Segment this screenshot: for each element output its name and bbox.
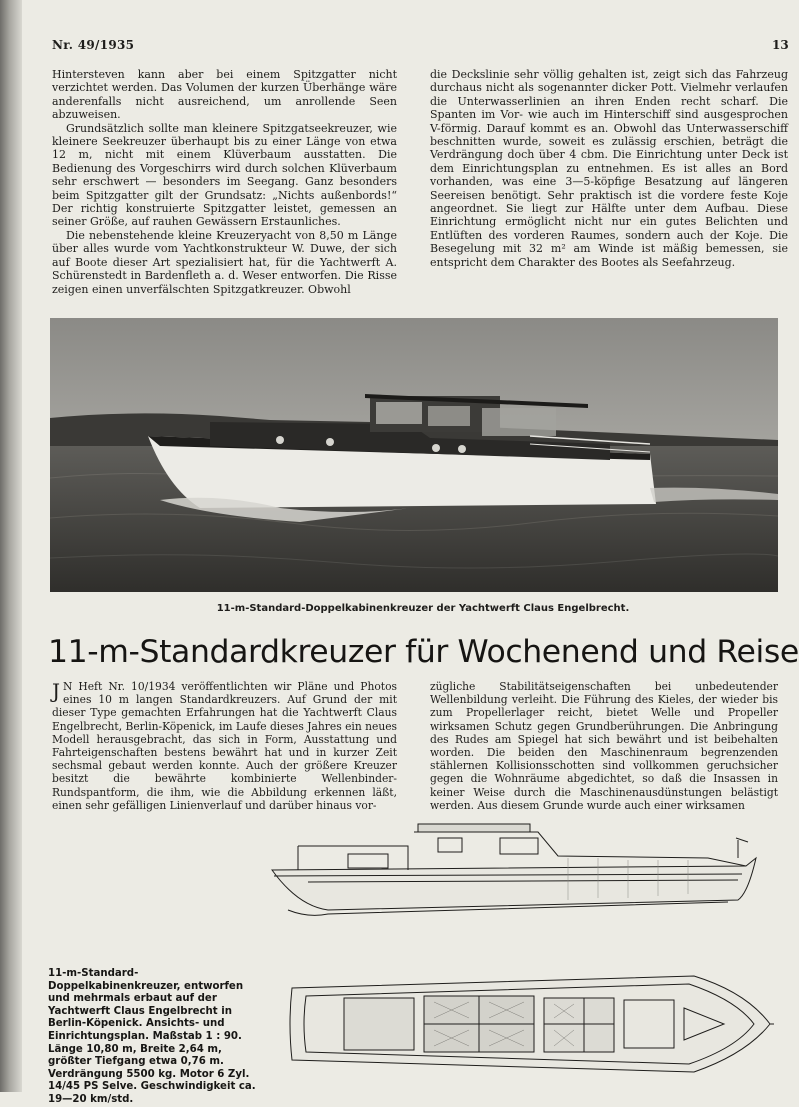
article2-left-column xyxy=(52,680,397,812)
binding-gutter xyxy=(0,0,22,1092)
side-elevation-drawing xyxy=(268,818,768,928)
paragraph: Hintersteven kann aber bei einem Spitzgatter nicht verzichtet werden. Das Volumen der kurzen Überhänge wäre anderenfalls nicht ausreichend, um anrollende Seen abzuweisen. xyxy=(52,68,397,122)
article1-right-column xyxy=(430,68,788,269)
cruiser-photo xyxy=(50,318,778,592)
paragraph: zügliche Stabilitätseigenschaften bei unbedeutender Wellenbildung verleiht. Die Führung des Kieles, der wieder bis zum Propellerlager reicht, bietet Welle und Propeller wirksamen Schutz gegen Grundberührungen. Die Anbringung des Rudes am Spiegel hat sich bewährt und ist beibehalten worden. Die beiden den Maschinenraum begrenzenden stählernen Kollisionsschotten sind vollkommen geruchsicher gegen die Wohnräume abgedichtet, so daß die Insassen in keiner Weise durch die Maschinenausdünstungen belästigt werden. Aus diesem Grunde wurde auch einer wirksamen xyxy=(430,680,778,812)
issue-number: Nr. 49/1935 xyxy=(52,38,135,52)
article1-left-column xyxy=(52,68,397,296)
paragraph xyxy=(52,680,397,812)
article2-right-column xyxy=(430,680,778,812)
paragraph: Grundsätzlich sollte man kleinere Spitzgatseekreuzer, wie kleinere Seekreuzer überhaupt bis zu einer Länge von etwa 12 m, nicht mit einem Klüverbaum ausstatten. Die Bedienung des Vorgeschirrs wird durch solchen Klüverbaum sehr erschwert — besonders im Seegang. Ganz besonders beim Spitzgatter gilt der Grundsatz: „Nichts außenbords!“ Der richtig konstruierte Spitzgatter leistet, gemessen an seiner Größe, auf rauhen Gewässern Erstaunliches. xyxy=(52,121,397,229)
motor-cruiser-photo-illustration xyxy=(50,318,778,592)
article-headline: 11-m-Standardkreuzer für Wochenend und Reise xyxy=(48,634,799,670)
page-number: 13 xyxy=(772,38,789,52)
deck-plan-drawing xyxy=(284,968,774,1080)
photo-caption: 11-m-Standard-Doppelkabinenkreuzer der Yachtwerft Claus Engelbrecht. xyxy=(216,603,630,614)
plan-caption: 11-m-Standard-Doppelkabinenkreuzer, entworfen und mehrmals erbaut auf der Yachtwerft Claus Engelbrecht in Berlin-Köpenick. Ansichts- und Einrichtungsplan. Maßstab 1 : 90. Länge 10,80 m, Breite 2,64 m, größter Tiefgang etwa 0,76 m. Verdrängung 5500 kg. Motor 6 Zyl. 14/45 PS Selve. Geschwindigkeit ca. 19—20 km/std. xyxy=(48,968,256,1105)
dropcap: J xyxy=(52,679,61,703)
paragraph: Die nebenstehende kleine Kreuzeryacht von 8,50 m Länge über alles wurde vom Yachtkonstrukteur W. Duwe, der sich auf Boote dieser Art spezialisiert hat, für die Yachtwerft A. Schürenstedt in Bardenfleth a. d. Weser entworfen. Die Risse zeigen einen unverfälschten Spitzgatkreuzer. Obwohl xyxy=(52,228,397,296)
paragraph-text: N Heft Nr. 10/1934 veröffentlichten wir Pläne und Photos eines 10 m langen Standardkreuzers. Auf Grund der mit dieser Type gemachten Erfahrungen hat die Yachtwerft Claus Engelbrecht, Berlin-Köpenick, im Laufe dieses Jahres ein neues Modell herausgebracht, das sich in Form, Ausstattung und Fahrteigenschaften bestens bewährt hat und in kurzer Zeit sechsmal gebaut werden konnte. Auch der größere Kreuzer besitzt die bewährte kombinierte Wellenbinder-Rundspantform, die ihm, wie die Abbildung erkennen läßt, einen sehr gefälligen Linienverlauf und darüber hinaus vor- xyxy=(52,680,398,812)
paragraph: die Deckslinie sehr völlig gehalten ist, zeigt sich das Fahrzeug durchaus nicht als sogenannter dicker Pott. Vielmehr verlaufen die Unterwasserlinien an ihren Enden recht scharf. Die Spanten im Vor- wie auch im Hinterschiff sind ausgesprochen V-förmig. Darauf kommt es an. Obwohl das Unterwasserschiff beschnitten wurde, soweit es zulässig erschien, beträgt die Verdrängung doch über 4 cbm. Die Einrichtung unter Deck ist dem Einrichtungsplan zu entnehmen. Es ist alles an Bord vorhanden, was eine 3—5-köpfige Besatzung auf längeren Seereisen benötigt. Sehr praktisch ist die vordere feste Koje angeordnet. Sie liegt zur Hälfte unter dem Aufbau. Diese Einrichtung ermöglicht nicht nur ein gutes Belichten und Entlüften des vorderen Raumes, sondern auch der Koje. Die Besegelung mit 32 m² am Winde ist mäßig bemessen, sie entspricht dem Charakter des Bootes als Seefahrzeug. xyxy=(430,68,788,269)
